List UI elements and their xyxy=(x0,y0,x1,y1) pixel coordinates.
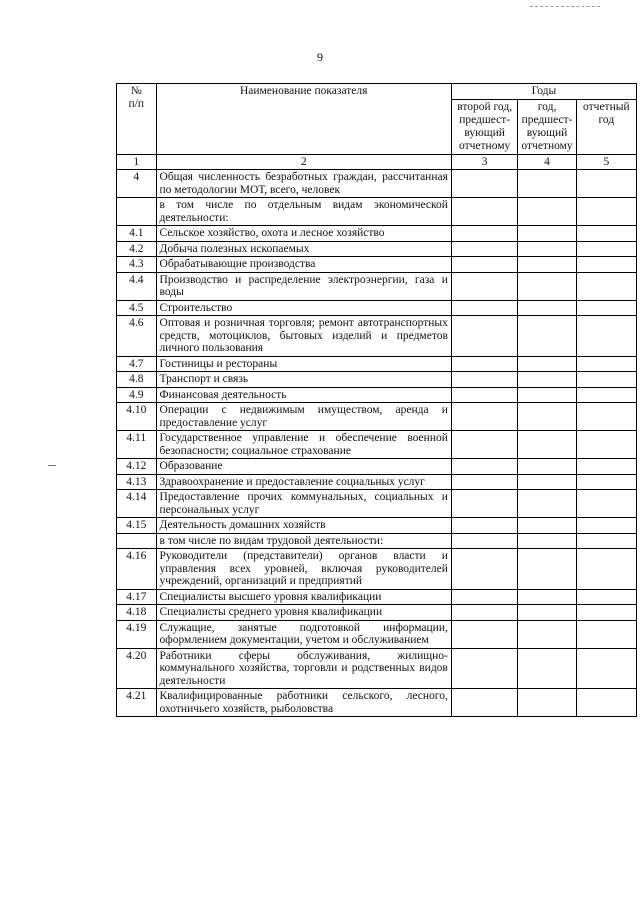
indicators-table xyxy=(116,83,637,717)
header-num: № п/п xyxy=(117,84,157,155)
row-number: 4.15 xyxy=(117,518,157,534)
value-cell[interactable] xyxy=(518,620,576,648)
header-years: Годы xyxy=(451,84,636,100)
indicator-name: Служащие, занятые подготовкой информации, оформлением документации, учетом и обслуживанием xyxy=(156,620,451,648)
indicator-name: Предоставление прочих коммунальных, социальных и персональных услуг xyxy=(156,490,451,518)
row-number: 4.7 xyxy=(117,356,157,372)
indicator-name: Строительство xyxy=(156,300,451,316)
header-name: Наименование показателя xyxy=(156,84,451,155)
row-number xyxy=(117,533,157,549)
col-number-1: 1 xyxy=(117,154,157,170)
value-cell[interactable] xyxy=(576,518,636,534)
table-row xyxy=(117,198,637,226)
value-cell[interactable] xyxy=(451,474,518,490)
row-number: 4.6 xyxy=(117,316,157,357)
table-row xyxy=(117,387,637,403)
col-number-4: 4 xyxy=(518,154,576,170)
table-row xyxy=(117,620,637,648)
indicator-name: Деятельность домашних хозяйств xyxy=(156,518,451,534)
indicator-name: Специалисты высшего уровня квалификации xyxy=(156,589,451,605)
indicator-name: Общая численность безработных граждан, рассчитанная по методологии МОТ, всего, человек xyxy=(156,170,451,198)
value-cell[interactable] xyxy=(451,372,518,388)
value-cell[interactable] xyxy=(451,257,518,273)
value-cell[interactable] xyxy=(451,648,518,689)
value-cell[interactable] xyxy=(576,241,636,257)
value-cell[interactable] xyxy=(518,316,576,357)
value-cell[interactable] xyxy=(576,316,636,357)
value-cell[interactable] xyxy=(576,459,636,475)
value-cell[interactable] xyxy=(576,272,636,300)
indicator-name: Оптовая и розничная торговля; ремонт автотранспортных средств, мотоциклов, бытовых изделий и предметов личного пользования xyxy=(156,316,451,357)
indicator-name: Здравоохранение и предоставление социальных услуг xyxy=(156,474,451,490)
value-cell[interactable] xyxy=(451,226,518,242)
value-cell[interactable] xyxy=(451,272,518,300)
value-cell[interactable] xyxy=(518,549,576,590)
row-number: 4 xyxy=(117,170,157,198)
value-cell[interactable] xyxy=(576,589,636,605)
row-number: 4.21 xyxy=(117,689,157,717)
value-cell[interactable] xyxy=(576,403,636,431)
value-cell[interactable] xyxy=(518,648,576,689)
table-row xyxy=(117,549,637,590)
row-number: 4.8 xyxy=(117,372,157,388)
value-cell[interactable] xyxy=(518,300,576,316)
column-numbers-row xyxy=(117,154,637,170)
row-number: 4.9 xyxy=(117,387,157,403)
value-cell[interactable] xyxy=(451,356,518,372)
value-cell[interactable] xyxy=(451,533,518,549)
indicator-name: в том числе по видам трудовой деятельности: xyxy=(156,533,451,549)
table-row xyxy=(117,316,637,357)
value-cell[interactable] xyxy=(576,300,636,316)
value-cell[interactable] xyxy=(576,648,636,689)
header-year-2-before: второй год, предшест-вующий отчетному xyxy=(451,99,518,154)
value-cell[interactable] xyxy=(518,533,576,549)
row-number: 4.16 xyxy=(117,549,157,590)
value-cell[interactable] xyxy=(451,620,518,648)
row-number: 4.3 xyxy=(117,257,157,273)
value-cell[interactable] xyxy=(518,226,576,242)
page-number: 9 xyxy=(317,50,323,64)
value-cell[interactable] xyxy=(518,605,576,621)
row-number: 4.20 xyxy=(117,648,157,689)
value-cell[interactable] xyxy=(576,257,636,273)
table-row xyxy=(117,431,637,459)
value-cell[interactable] xyxy=(576,356,636,372)
row-number: 4.17 xyxy=(117,589,157,605)
indicator-name: Государственное управление и обеспечение военной безопасности; социальное страхование xyxy=(156,431,451,459)
value-cell[interactable] xyxy=(451,490,518,518)
indicator-name: Руководители (представители) органов власти и управления всех уровней, включая руководителей учреждений, организаций и предприятий xyxy=(156,549,451,590)
value-cell[interactable] xyxy=(518,474,576,490)
value-cell[interactable] xyxy=(576,226,636,242)
table-row xyxy=(117,459,637,475)
table-row xyxy=(117,533,637,549)
value-cell[interactable] xyxy=(518,241,576,257)
value-cell[interactable] xyxy=(451,459,518,475)
indicator-name: Операции с недвижимым имуществом, аренда и предоставление услуг xyxy=(156,403,451,431)
value-cell[interactable] xyxy=(518,198,576,226)
value-cell[interactable] xyxy=(451,518,518,534)
table-row xyxy=(117,257,637,273)
table-row xyxy=(117,605,637,621)
value-cell[interactable] xyxy=(451,198,518,226)
value-cell[interactable] xyxy=(451,689,518,717)
indicator-name: Специалисты среднего уровня квалификации xyxy=(156,605,451,621)
value-cell[interactable] xyxy=(451,170,518,198)
value-cell[interactable] xyxy=(451,589,518,605)
value-cell[interactable] xyxy=(576,490,636,518)
value-cell[interactable] xyxy=(576,170,636,198)
value-cell[interactable] xyxy=(576,605,636,621)
row-number: 4.11 xyxy=(117,431,157,459)
value-cell[interactable] xyxy=(451,549,518,590)
row-number: 4.19 xyxy=(117,620,157,648)
table-row xyxy=(117,372,637,388)
value-cell[interactable] xyxy=(576,689,636,717)
row-number: 4.1 xyxy=(117,226,157,242)
row-number: 4.4 xyxy=(117,272,157,300)
indicator-name: Обрабатывающие производства xyxy=(156,257,451,273)
margin-mark xyxy=(48,465,56,466)
value-cell[interactable] xyxy=(518,372,576,388)
indicator-name: Гостиницы и рестораны xyxy=(156,356,451,372)
value-cell[interactable] xyxy=(451,316,518,357)
value-cell[interactable] xyxy=(451,300,518,316)
table-row xyxy=(117,518,637,534)
value-cell[interactable] xyxy=(451,241,518,257)
value-cell[interactable] xyxy=(576,533,636,549)
table-row xyxy=(117,490,637,518)
indicator-name: Квалифицированные работники сельского, лесного, охотничьего хозяйств, рыболовства xyxy=(156,689,451,717)
indicator-name: в том числе по отдельным видам экономической деятельности: xyxy=(156,198,451,226)
value-cell[interactable] xyxy=(518,589,576,605)
value-cell[interactable] xyxy=(576,620,636,648)
indicator-name: Добыча полезных ископаемых xyxy=(156,241,451,257)
indicator-name: Транспорт и связь xyxy=(156,372,451,388)
table-row xyxy=(117,648,637,689)
value-cell[interactable] xyxy=(518,403,576,431)
table-body xyxy=(117,170,637,717)
value-cell[interactable] xyxy=(518,490,576,518)
indicator-name: Образование xyxy=(156,459,451,475)
value-cell[interactable] xyxy=(576,549,636,590)
table-row xyxy=(117,300,637,316)
row-number: 4.2 xyxy=(117,241,157,257)
row-number: 4.12 xyxy=(117,459,157,475)
header-year-reporting: отчетный год xyxy=(576,99,636,154)
table-row xyxy=(117,589,637,605)
col-number-2: 2 xyxy=(156,154,451,170)
value-cell[interactable] xyxy=(576,387,636,403)
value-cell[interactable] xyxy=(451,605,518,621)
table-row xyxy=(117,689,637,717)
value-cell[interactable] xyxy=(576,198,636,226)
value-cell[interactable] xyxy=(576,372,636,388)
row-number: 4.14 xyxy=(117,490,157,518)
value-cell[interactable] xyxy=(518,518,576,534)
table-row xyxy=(117,170,637,198)
row-number: 4.13 xyxy=(117,474,157,490)
table-row xyxy=(117,241,637,257)
value-cell[interactable] xyxy=(518,272,576,300)
col-number-5: 5 xyxy=(576,154,636,170)
table-row xyxy=(117,226,637,242)
value-cell[interactable] xyxy=(451,387,518,403)
table-row xyxy=(117,474,637,490)
value-cell[interactable] xyxy=(451,431,518,459)
row-number: 4.5 xyxy=(117,300,157,316)
table-row xyxy=(117,403,637,431)
header-row-1 xyxy=(117,84,637,100)
indicator-name: Производство и распределение электроэнергии, газа и воды xyxy=(156,272,451,300)
value-cell[interactable] xyxy=(518,431,576,459)
value-cell[interactable] xyxy=(518,356,576,372)
table-row xyxy=(117,356,637,372)
value-cell[interactable] xyxy=(576,474,636,490)
value-cell[interactable] xyxy=(518,257,576,273)
value-cell[interactable] xyxy=(518,387,576,403)
row-number: 4.10 xyxy=(117,403,157,431)
value-cell[interactable] xyxy=(576,431,636,459)
value-cell[interactable] xyxy=(518,459,576,475)
table-row xyxy=(117,272,637,300)
header-year-before: год, предшест-вующий отчетному xyxy=(518,99,576,154)
row-number: 4.18 xyxy=(117,605,157,621)
col-number-3: 3 xyxy=(451,154,518,170)
value-cell[interactable] xyxy=(451,403,518,431)
indicator-name: Финансовая деятельность xyxy=(156,387,451,403)
indicator-name: Работники сферы обслуживания, жилищно-коммунального хозяйства, торговли и родственных видов деятельности xyxy=(156,648,451,689)
value-cell[interactable] xyxy=(518,170,576,198)
value-cell[interactable] xyxy=(518,689,576,717)
row-number xyxy=(117,198,157,226)
top-edge-mark xyxy=(530,6,600,7)
indicator-name: Сельское хозяйство, охота и лесное хозяйство xyxy=(156,226,451,242)
